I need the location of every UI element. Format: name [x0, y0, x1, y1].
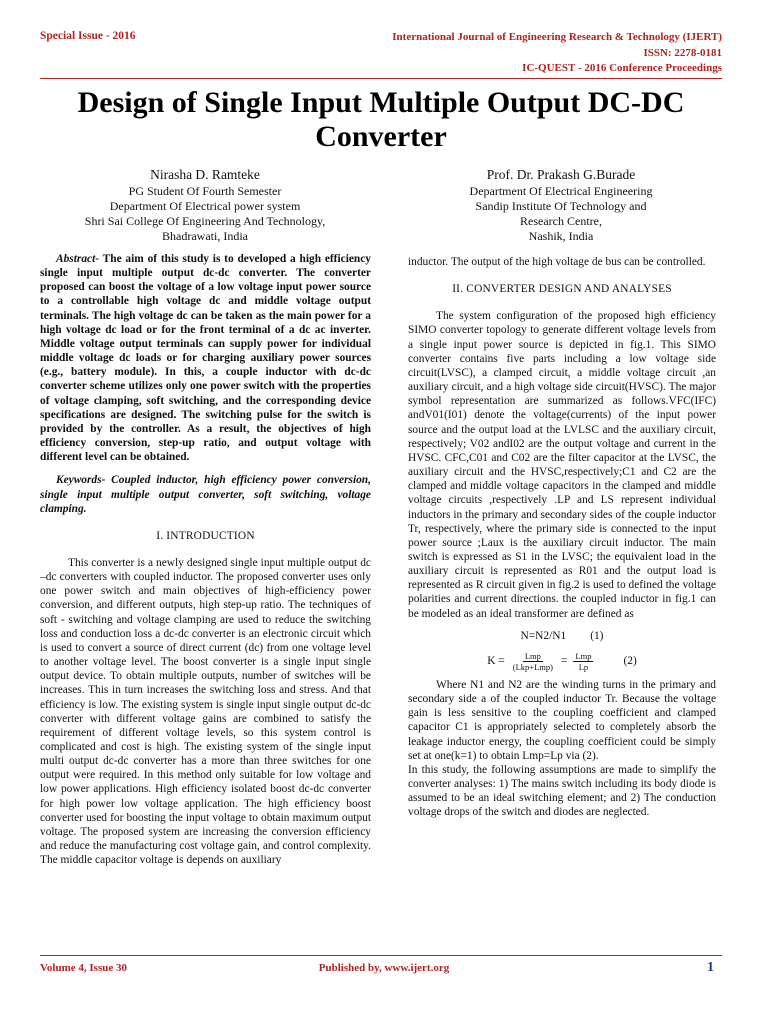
introduction-text: This converter is a newly designed single input multiple output dc –dc converters with coupled inductor. The proposed converter uses only one power switch and main objectives of high-efficiency power conversion, and different outputs, high step-up ratio. The techniques of soft - switching and voltage clamping are used to reduce the switching loss and conduction loss a dc-dc converter is an electronic circuit which is used to convert a source of direct current (dc) from one voltage level to another voltage level. The boost converter is a single input single output device. To obtain multiple outputs, number of switches will be increases. This in turn increases the switching loss and stress. And that efficiency is low. The existing system is single input single output dc-dc converter with different voltage gains are combined to satisfy the requirement of different voltage levels, so this system control is complicated and cost is high. The existing system of the single input multi output dc-dc converter has a more than three switches for one output were required. In this method only suitable for low voltage and low power applications. High efficiency isolated boost dc-dc converter for high power low voltage application. The high efficiency boost converter used for boosting the input voltage to obtain maximum output voltage. The proposed system are increasing the conversion efficiency and reduce the manufacturing cost voltage gain, and control complexity. The middle capacitor voltage is depends on auxiliary	[40, 556, 371, 867]
equation-2	[408, 651, 716, 672]
title-line-2: Converter	[315, 120, 447, 153]
special-issue-label: Special Issue - 2016	[40, 30, 136, 42]
design-text: The system configuration of the proposed high efficiency SIMO converter topology to generate different voltage levels from a single input power source is depicted in fig.1. This SIMO converter contains five parts including a low voltage side circuit(LVSC), a clamped circuit, a middle voltage circuit ,an auxiliary circuit, and a high voltage side circuit(HVSC). The major symbol representation are summarized as follows.VFC(IFC) andV01(I01) denote the voltage(currents) of the input power source and the output load at the LVLSC and the auxiliary circuit, respectively; V02 andI02 are the output voltage and current in the HVSC. CFC,C01 and C02 are the filter capacitor at the LVSC, the auxiliary circuit and the HVSC,respectively;C1 and C2 are the clamped and middle voltage capacitors in the clamped and middle voltage circuits ,respectively .LP and LS represent individual inductors in the primary and secondary sides of the couple inductor Tr, respectively, where the primary side is connected to the input power source ;Laux is the auxiliary circuit inductor. The main switch is expressed as S1 in the LVSC; the equivalent load in the auxiliary circuit is represented as R01 and the output load is represented as R circuit given in fig.2 is used to defined the voltage polarities and current directions. the coupled inductor in fig.1 can be modeled as an ideal transformer are defined as	[408, 310, 716, 620]
equation-2-lhs: K =	[487, 655, 505, 668]
header-rule	[40, 78, 722, 79]
journal-name: International Journal of Engineering Research & Technology (IJERT)	[392, 31, 722, 43]
abstract-text: The aim of this study is to developed a high efficiency single input multiple output dc-dc converter. The converter proposed can boost the voltage of a low voltage input power source to a controllable high voltage dc and middle voltage output terminals. The high voltage dc can be taken as the main power for a high voltage dc load or for the front terminal of a dc ac inverter. Middle voltage output terminals can supply power for individual middle voltage dc loads or for charging auxiliary power sources (e.g., battery module). In this, a couple inductor with dc-dc converter scheme utilizes only one power switch with the properties of voltage clamping, soft switching, and the corresponding device specifications are designed. The switching pulse for the switch is provided by the controller. As a result, the objectives of high efficiency conversion, step-up ratio, and output voltage with different level can be obtained.	[40, 253, 371, 464]
fraction-1-denominator: (Lkp+Lmp)	[512, 661, 553, 672]
proceedings: IC-QUEST - 2016 Conference Proceedings	[522, 62, 722, 74]
publisher-line: Published by, www.ijert.org	[318, 962, 450, 974]
equation-1-number: (1)	[590, 629, 604, 642]
author-affiliation-line: Department Of Electrical Engineering	[469, 184, 653, 198]
footer-rule	[40, 955, 722, 956]
author-affiliation-line: Department Of Electrical power system	[109, 199, 301, 213]
abstract	[40, 252, 371, 464]
left-column	[40, 252, 371, 867]
author-block-2	[400, 167, 722, 244]
section-heading-introduction: I. INTRODUCTION	[156, 529, 255, 542]
continued-paragraph: inductor. The output of the high voltage de bus can be controlled.	[408, 256, 706, 268]
author-name: Nirasha D. Ramteke	[150, 167, 260, 182]
journal-header	[392, 30, 722, 77]
author-affiliation-line: Sandip Institute Of Technology and	[475, 199, 647, 213]
title-line-1: Design of Single Input Multiple Output DC-DC	[77, 86, 685, 119]
equation-2-equals: =	[560, 655, 568, 668]
abstract-lead: Abstract-	[56, 253, 100, 265]
assumptions-paragraph: In this study, the following assumptions are made to simplify the converter analyses: 1) The mains switch including its body diode is assumed to be an ideal switching element; and 2) The conduction voltage drops of the switch and diodes are neglected.	[408, 763, 716, 819]
paper-title	[40, 86, 722, 154]
right-column	[408, 255, 716, 819]
equation-1-body: N=N2/N1	[520, 629, 567, 642]
page-number: 1	[707, 960, 714, 975]
author-name: Prof. Dr. Prakash G.Burade	[486, 167, 636, 182]
author-block-1	[40, 167, 370, 244]
fraction-2-denominator: Lp	[578, 661, 589, 672]
volume-issue: Volume 4, Issue 30	[40, 962, 127, 974]
issn: ISSN: 2278-0181	[643, 46, 722, 59]
author-affiliation-line: PG Student Of Fourth Semester	[128, 184, 282, 198]
author-affiliation-line: Shri Sai College Of Engineering And Technology,	[84, 214, 326, 228]
author-affiliation-line: Research Centre,	[520, 214, 602, 228]
author-affiliation-line: Bhadrawati, India	[162, 229, 248, 243]
fraction-2-numerator: Lmp	[575, 650, 592, 661]
equation-1	[408, 629, 716, 643]
section-heading-design: II. CONVERTER DESIGN AND ANALYSES	[452, 283, 672, 296]
keywords: Keywords- Coupled inductor, high efficiency power conversion, single input multiple output converter, soft switching, voltage clamping.	[40, 474, 371, 515]
paragraph-after-equation: Where N1 and N2 are the winding turns in the primary and secondary side a of the coupled inductor Tr. Because the voltage gain is less sensitive to the coupling coefficient and clamped capacitor C1 is appropriately selected to completely absorb the leakage inductor energy, the coupling coefficient could be simply set at one(k=1) to obtain Lmp=Lp via (2).	[408, 678, 716, 762]
equation-2-number: (2)	[623, 655, 637, 668]
fraction-1-numerator: Lmp	[524, 650, 541, 661]
author-affiliation-line: Nashik, India	[528, 229, 594, 243]
fraction-1	[511, 651, 555, 672]
fraction-2	[573, 651, 593, 672]
